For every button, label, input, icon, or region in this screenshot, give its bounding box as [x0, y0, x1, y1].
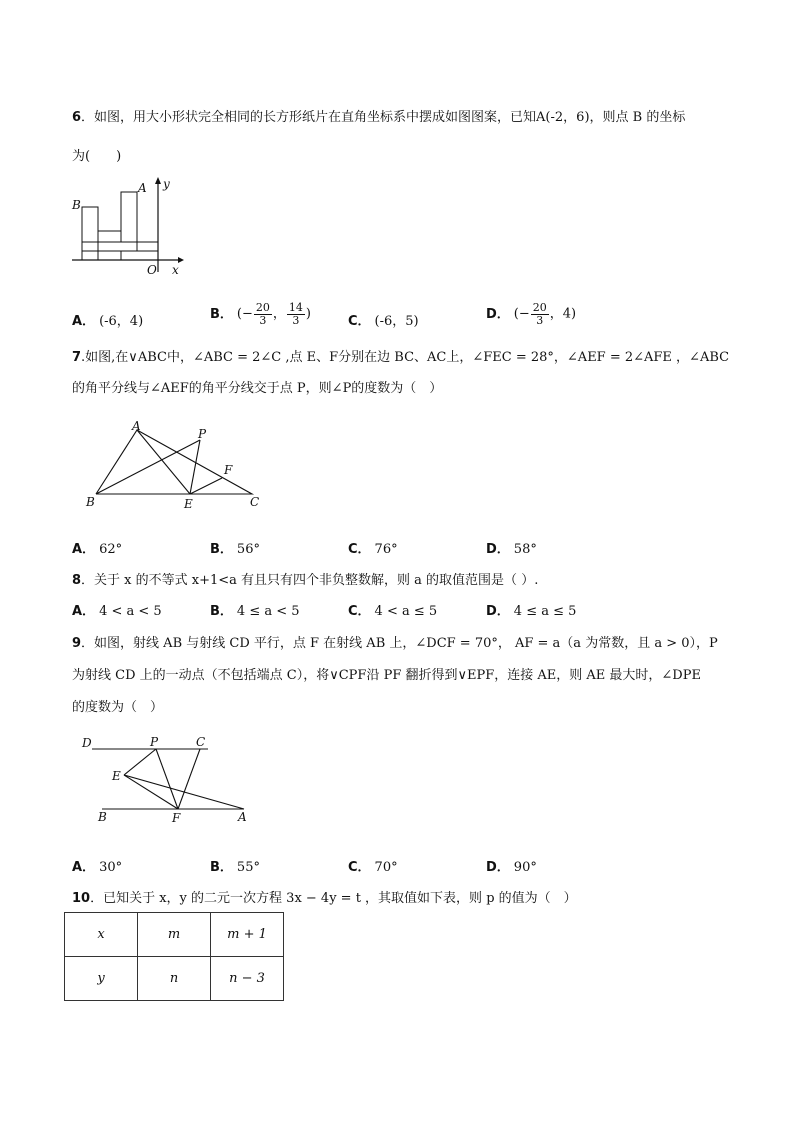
- table-row: [65, 957, 284, 1001]
- q6-label-x: x: [172, 263, 179, 277]
- q9-stem-line1: 9．如图，射线 AB 与射线 CD 平行，点 F 在射线 AB 上，∠DCF = 70°， AF = a（a 为常数，且 a > 0），P: [72, 636, 718, 651]
- q7-figure: [82, 418, 272, 518]
- q7-label-A: A: [132, 419, 141, 433]
- q8-option-d[interactable]: D． 4 ≤ a ≤ 5: [486, 604, 577, 619]
- q6-stem-line1: 6．如图，用大小形状完全相同的长方形纸片在直角坐标系中摆成如图图案，已知A(-2，6)，则点 B 的坐标: [72, 110, 686, 125]
- q7-label-B: B: [86, 495, 95, 509]
- q6-stem-line2: 为( ): [72, 149, 122, 164]
- q6-option-b[interactable]: B． (− $\frac{20}{3}$ ， $\frac{14}{3}$ ): [210, 301, 311, 327]
- table-cell: y: [65, 957, 138, 1001]
- table-row: [65, 913, 284, 957]
- q9-label-C: C: [196, 735, 206, 749]
- q7-option-d[interactable]: D． 58°: [486, 542, 537, 557]
- q9-label-B: B: [98, 810, 107, 824]
- q9-number: 9: [72, 636, 82, 651]
- q10-number: 10: [72, 891, 91, 906]
- q7-option-a[interactable]: A． 62°: [72, 542, 123, 557]
- q7-number: 7: [72, 350, 82, 365]
- q7-stem-line2: 的角平分线与∠AEF的角平分线交于点 P，则∠P的度数为（ ）: [72, 381, 443, 396]
- q9-label-D: D: [82, 736, 92, 750]
- q9-option-d[interactable]: D． 90°: [486, 860, 537, 875]
- q8-number: 8: [72, 573, 82, 588]
- q9-option-a[interactable]: A． 30°: [72, 860, 123, 875]
- q7-label-P: P: [198, 427, 207, 441]
- q6-option-a[interactable]: A． (-6，4): [72, 314, 144, 329]
- q10-stem-line1: 10．已知关于 x，y 的二元一次方程 3x − 4y = t ，其取值如下表，则 p 的值为（ ）: [72, 891, 577, 906]
- q7-label-C: C: [250, 495, 260, 509]
- q6-label-B: B: [72, 198, 81, 212]
- q9-option-b[interactable]: B． 55°: [210, 860, 260, 875]
- q7-label-E: E: [184, 497, 193, 511]
- q9-label-E: E: [112, 769, 121, 783]
- q9-label-F: F: [172, 811, 181, 825]
- q7-option-c[interactable]: C． 76°: [348, 542, 398, 557]
- table-cell: n − 3: [211, 957, 284, 1001]
- q9-option-c[interactable]: C． 70°: [348, 860, 398, 875]
- q9-figure: [80, 732, 270, 824]
- q8-option-c[interactable]: C． 4 < a ≤ 5: [348, 604, 438, 619]
- q6-option-d[interactable]: D． (− $\frac{20}{3}$ ，4): [486, 301, 577, 327]
- q10-value-table: [64, 912, 284, 1001]
- q6-label-y: y: [163, 177, 170, 191]
- table-cell: m: [138, 913, 211, 957]
- q6-number: 6: [72, 110, 82, 125]
- q8-option-b[interactable]: B． 4 ≤ a < 5: [210, 604, 300, 619]
- q7-label-F: F: [224, 463, 233, 477]
- q6-option-c[interactable]: C． (-6，5): [348, 314, 419, 329]
- q6-label-O: O: [147, 263, 157, 277]
- table-cell: m + 1: [211, 913, 284, 957]
- q9-stem-line2: 为射线 CD 上的一动点（不包括端点 C），将∨CPF沿 PF 翻折得到∨EPF，连接 AE，则 AE 最大时，∠DPE: [72, 668, 701, 683]
- q8-stem-line1: 8．关于 x 的不等式 x+1<a 有且只有四个非负整数解，则 a 的取值范围是（ ）.: [72, 573, 539, 588]
- q7-stem-line1: 7.如图,在∨ABC中，∠ABC = 2∠C ,点 E、F分别在边 BC、AC上，∠FEC = 28°，∠AEF = 2∠AFE ，∠ABC: [72, 350, 730, 365]
- q6-figure: [68, 174, 188, 278]
- q7-option-b[interactable]: B． 56°: [210, 542, 260, 557]
- table-cell: x: [65, 913, 138, 957]
- q9-label-A: A: [238, 810, 247, 824]
- table-cell: n: [138, 957, 211, 1001]
- q9-stem-line3: 的度数为（ ）: [72, 700, 164, 715]
- q9-label-P: P: [150, 735, 159, 749]
- q6-label-A: A: [138, 181, 147, 195]
- q8-option-a[interactable]: A． 4 < a < 5: [72, 604, 162, 619]
